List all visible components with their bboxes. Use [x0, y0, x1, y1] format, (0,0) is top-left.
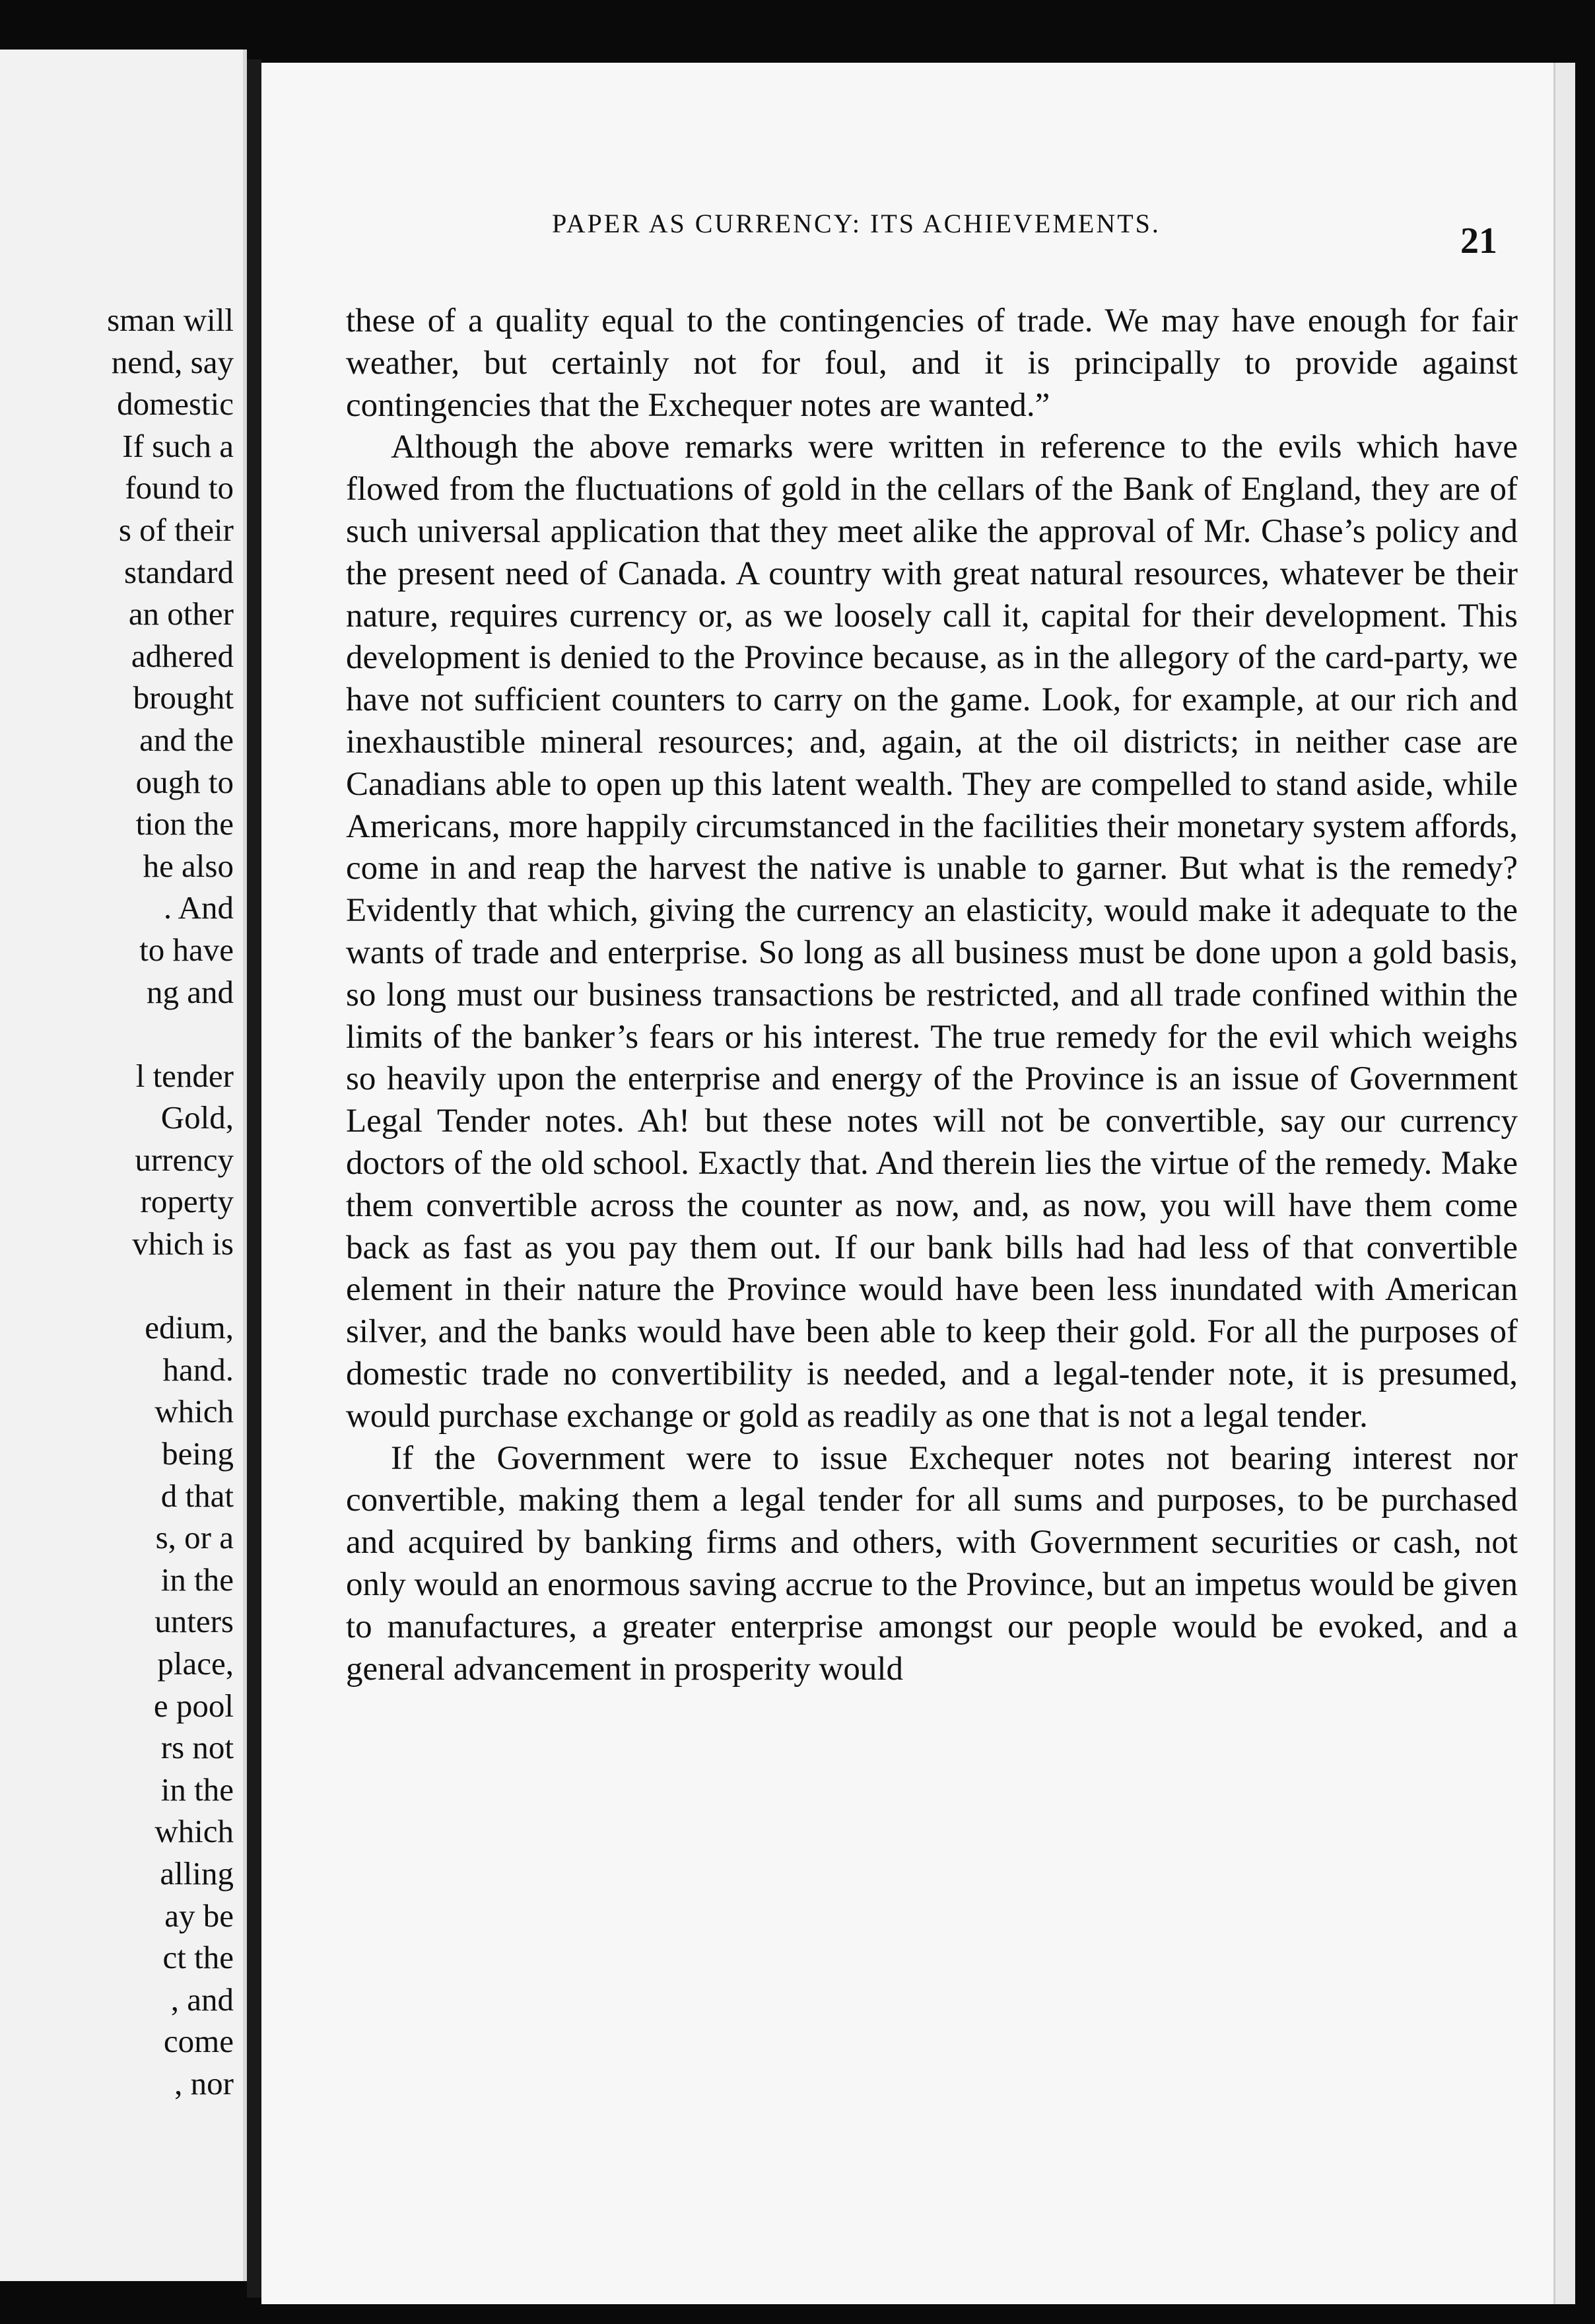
- left-page-line: ct the: [162, 1939, 234, 1976]
- left-page-line: an other: [128, 596, 234, 632]
- left-page-line: alling: [160, 1855, 234, 1892]
- left-page-line: found to: [125, 469, 234, 506]
- left-page-line: [0, 1265, 234, 1307]
- paragraph-continued: these of a quality equal to the contingencies of trade. We may have enough for fair weather, but certainly not for foul, and it is principally to provide against contingencies that the Exchequer notes are wanted.”: [346, 302, 1518, 424]
- right-page: [261, 63, 1575, 2304]
- page-edge: [1553, 63, 1575, 2304]
- left-page-line: roperty: [140, 1183, 234, 1220]
- left-page-text: [0, 299, 234, 2105]
- left-page-line: edium,: [145, 1309, 234, 1346]
- left-page-line: come: [163, 2023, 234, 2060]
- left-page-line: adhered: [131, 637, 234, 674]
- left-page-line: d that: [160, 1477, 234, 1514]
- left-page-line: If such a: [122, 427, 234, 464]
- left-page-line: s, or a: [155, 1519, 234, 1556]
- left-page-line: he also: [143, 847, 234, 884]
- page-number: 21: [1460, 221, 1497, 261]
- left-page-line: standard: [124, 553, 234, 590]
- left-page-line: hand.: [162, 1351, 234, 1388]
- left-page-line: urrency: [135, 1141, 234, 1178]
- left-page-line: l tender: [135, 1057, 234, 1094]
- left-page-line: being: [162, 1435, 234, 1472]
- left-page-line: , and: [170, 1981, 234, 2018]
- left-page-line: ough to: [135, 763, 234, 800]
- left-page-line: to have: [139, 931, 234, 968]
- left-page-line: tion the: [135, 805, 234, 842]
- paragraph: Although the above remarks were written in reference to the evils which have flowed from the fluctuations of gold in the cellars of the Bank of England, they are of such universal application that they meet alike the approval of Mr. Chase’s policy and the present need of Canada. A country with great natural resources, whatever be their nature, requires currency or, as we loosely call it, capital for their development. This development is denied to the Province because, as in the allegory of the card-party, we have not sufficient counters to carry on the game. Look, for example, at our rich and inexhaustible mineral resources; and, again, at the oil districts; in neither case are Canadians able to open up this latent wealth. They are compelled to stand aside, while Americans, more happily circumstanced in the facilities their monetary system affords, come in and reap the harvest the native is unable to garner. But what is the remedy? Evidently that which, giving the currency an elasticity, would make it adequate to the wants of trade and enterprise. So long as all business must be done upon a gold basis, so long must our business transactions be restricted, and all trade confined within the limits of the banker’s fears or his interest. The true remedy for the evil which weighs so heavily upon the enterprise and energy of the Province is an issue of Government Legal Tender notes. Ah! but these notes will not be convertible, say our currency doctors of the old school. Exactly that. And therein lies the virtue of the remedy. Make them convertible across the counter as now, and, as now, you will have them come back as fast as you pay them out. If our bank bills had had less of that convertible element in their nature the Province would have been less inundated with American silver, and the banks would have been able to keep their gold. For all the purposes of domestic trade no convertibility is needed, and a legal-tender note, it is presumed, would purchase exchange or gold as readily as one that is not a legal tender.: [346, 428, 1518, 1435]
- book-gutter: [247, 59, 261, 2298]
- left-page-line: domestic: [117, 386, 234, 423]
- left-page-line: which: [154, 1813, 234, 1850]
- left-page-line: sman will: [107, 302, 234, 338]
- left-page-line: vhich is: [132, 1225, 234, 1262]
- left-page-line: place,: [157, 1645, 234, 1682]
- left-page-line: Gold,: [160, 1099, 234, 1136]
- left-page: [0, 50, 247, 2281]
- left-page-line: unters: [154, 1603, 234, 1640]
- body-text: [346, 300, 1518, 1690]
- left-page-line: s of their: [118, 511, 234, 548]
- paragraph: If the Government were to issue Exchequer notes not bearing interest nor convertible, making them a legal tender for all sums and purposes, to be purchased and acquired by banking firms and others, with Government securities or cash, not only would an enormous saving accrue to the Province, but an impetus would be given to manufactures, a greater enterprise amongst our people would be evoked, and a general advancement in prosperity would: [346, 1439, 1518, 1688]
- left-page-line: ng and: [147, 973, 234, 1010]
- left-page-line: [0, 1013, 234, 1055]
- left-page-line: in the: [160, 1771, 234, 1808]
- left-page-line: which: [154, 1393, 234, 1430]
- left-page-line: nend, say: [111, 343, 234, 380]
- left-page-line: and the: [139, 721, 234, 758]
- left-page-line: , nor: [174, 2065, 234, 2102]
- running-head: PAPER AS CURRENCY: ITS ACHIEVEMENTS.: [552, 209, 1161, 238]
- left-page-line: brought: [133, 679, 234, 716]
- left-page-line: in the: [160, 1561, 234, 1598]
- left-page-line: ay be: [164, 1897, 234, 1934]
- left-page-line: . And: [163, 889, 234, 926]
- left-page-line: e pool: [153, 1687, 234, 1724]
- left-page-line: rs not: [160, 1729, 234, 1766]
